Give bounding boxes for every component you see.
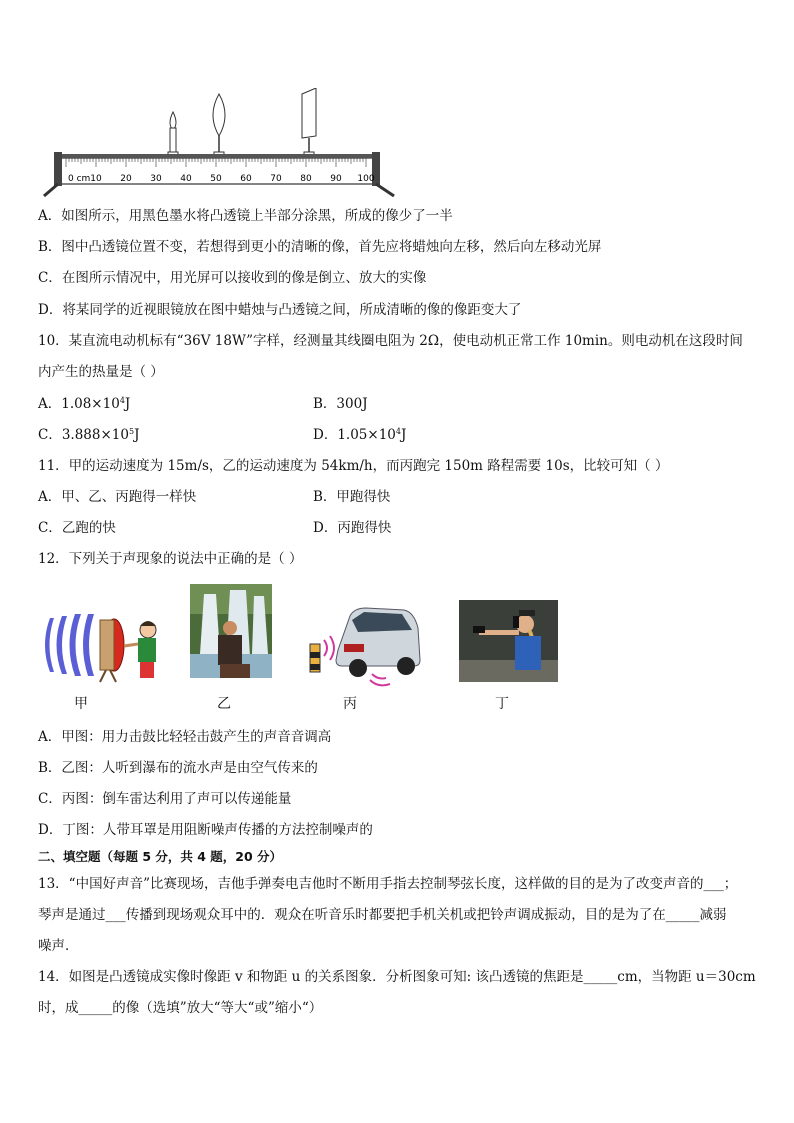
q10-stem-line2: 内产生的热量是（ ） — [38, 364, 164, 380]
shooter-earmuffs-picture — [459, 600, 558, 682]
q12-option-d: D．丁图：人带耳罩是用阻断噪声传播的方法控制噪声的 — [38, 822, 373, 838]
drum-picture — [40, 606, 168, 684]
optical-bench-figure — [40, 88, 405, 198]
q11-option-d: D．丙跑得快 — [313, 520, 392, 536]
q9-option-a: A．如图所示，用黑色墨水将凸透镜上半部分涂黑，所成的像少了一半 — [38, 208, 453, 224]
convex-lens-icon — [213, 94, 225, 164]
q11-option-b: B．甲跑得快 — [313, 489, 391, 505]
q14-line2: 时，成_____的像（选填”放大“等大“或”缩小“） — [38, 1000, 323, 1016]
car-radar-picture — [302, 600, 422, 688]
q12-option-c: C．丙图：倒车雷达利用了声可以传递能量 — [38, 791, 292, 807]
ruler-label: 10 — [90, 174, 102, 184]
ruler-label: 20 — [120, 174, 132, 184]
q10-option-a: A．$1.08\times 10^4J$ — [38, 396, 131, 412]
ruler-label: 40 — [180, 174, 192, 184]
ruler-label: 50 — [210, 174, 222, 184]
ruler-label: 90 — [330, 174, 342, 184]
section-heading: 二、填空题（每题 5 分，共 4 题，20 分） — [38, 849, 283, 864]
caption-bing: 丙 — [343, 696, 357, 712]
q12-option-a: A．甲图：用力击鼓比轻轻击鼓产生的声音音调高 — [38, 729, 332, 745]
ruler-label: 70 — [270, 174, 282, 184]
q9-option-b: B．图中凸透镜位置不变，若想得到更小的清晰的像，首先应将蜡烛向左移，然后向左移动光屏 — [38, 239, 602, 255]
q11-option-a: A．甲、乙、丙跑得一样快 — [38, 489, 197, 505]
ruler-label: 100 — [357, 174, 375, 184]
q10-option-b: B．300J — [313, 396, 368, 412]
caption-yi: 乙 — [217, 696, 231, 712]
q11-option-c: C．乙跑的快 — [38, 520, 116, 536]
ruler-label: 0 cm — [68, 174, 91, 184]
q13-line2: 琴声是通过___传播到现场观众耳中的．观众在听音乐时都要把手机关机或把铃声调成振动，目的是为了在_____减弱 — [38, 907, 727, 923]
q10-option-d: D．$1.05\times 10^4J$ — [313, 427, 407, 443]
ruler-label: 30 — [150, 174, 162, 184]
q13-line1: 13．“中国好声音”比赛现场，吉他手弹奏电吉他时不断用手指去控制琴弦长度，这样做的目的是为了改变声音的___； — [38, 876, 738, 892]
ruler-label: 80 — [300, 174, 312, 184]
q14-line1: 14．如图是凸透镜成实像时像距 v 和物距 u 的关系图象．分析图象可知: 该凸透镜的焦距是_____cm，当物距 u＝30cm — [38, 969, 756, 985]
ruler-label: 60 — [240, 174, 252, 184]
q10-option-c: C．$3.888\times 10^5J$ — [38, 427, 140, 443]
q9-option-c: C．在图所示情况中，用光屏可以接收到的像是倒立、放大的实像 — [38, 270, 427, 286]
light-screen-icon — [302, 88, 316, 164]
q12-stem: 12．下列关于声现象的说法中正确的是（ ） — [38, 551, 303, 567]
q10-stem-line1: 10．某直流电动机标有“36V 18W”字样，经测量其线圈电阻为 2Ω，使电动机正常工作 10min。则电动机在这段时间 — [38, 333, 743, 349]
q13-line3: 噪声． — [38, 938, 79, 954]
q11-stem: 11．甲的运动速度为 15m/s，乙的运动速度为 54km/h，而丙跑完 150m 路程需要 10s，比较可知（ ） — [38, 458, 669, 474]
caption-jia: 甲 — [74, 696, 88, 712]
q9-option-d: D．将某同学的近视眼镜放在图中蜡烛与凸透镜之间，所成清晰的像的像距变大了 — [38, 302, 522, 318]
q12-option-b: B．乙图：人听到瀑布的流水声是由空气传来的 — [38, 760, 318, 776]
caption-ding: 丁 — [495, 696, 509, 712]
waterfall-picture — [190, 584, 272, 678]
